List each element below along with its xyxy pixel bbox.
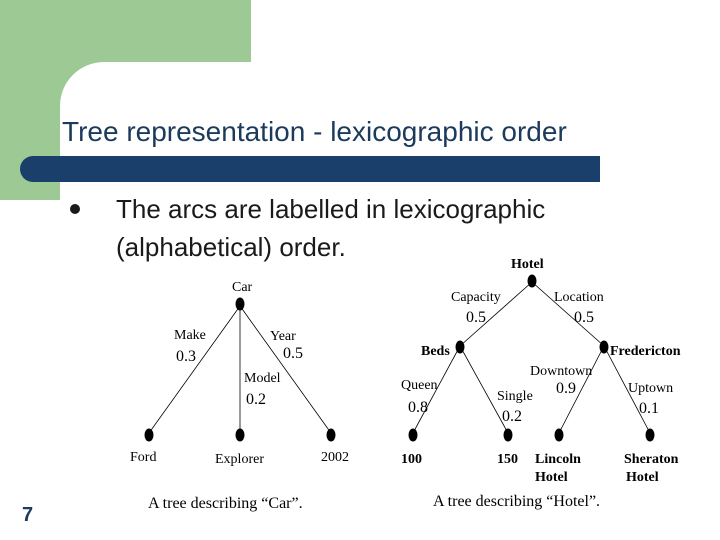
edge-car-year bbox=[240, 306, 331, 433]
car-tree-edges bbox=[149, 306, 331, 433]
node-lincoln bbox=[555, 429, 564, 442]
leaf-2002: 2002 bbox=[321, 450, 349, 465]
slide-title: Tree representation - lexicographic order bbox=[62, 116, 567, 147]
arc-single-weight: 0.2 bbox=[502, 408, 522, 425]
leaf-lincoln-line1: Lincoln bbox=[535, 452, 581, 467]
node-150 bbox=[504, 429, 513, 442]
arc-queen-weight: 0.8 bbox=[408, 399, 428, 416]
node-100 bbox=[409, 429, 418, 442]
arc-make-label: Make bbox=[174, 328, 206, 343]
hotel-tree-caption: A tree describing “Hotel”. bbox=[433, 493, 601, 510]
arc-year-label: Year bbox=[270, 329, 296, 344]
arc-downtown-weight: 0.9 bbox=[556, 380, 576, 397]
arc-downtown-label: Downtown bbox=[530, 364, 593, 379]
arc-queen-label: Queen bbox=[401, 378, 438, 393]
arc-capacity-label: Capacity bbox=[451, 290, 501, 305]
leaf-ford: Ford bbox=[130, 450, 157, 465]
node-fredericton-label: Fredericton bbox=[610, 344, 681, 359]
node-explorer bbox=[236, 429, 245, 442]
leaf-sheraton-line1: Sheraton bbox=[624, 452, 679, 467]
arc-single-label: Single bbox=[497, 389, 533, 404]
arc-location-label: Location bbox=[554, 290, 604, 305]
node-beds-label: Beds bbox=[421, 344, 450, 359]
node-ford bbox=[145, 429, 154, 442]
leaf-explorer: Explorer bbox=[215, 452, 264, 467]
car-tree-caption: A tree describing “Car”. bbox=[148, 495, 303, 512]
arc-make-weight: 0.3 bbox=[176, 348, 196, 365]
node-sheraton bbox=[646, 429, 655, 442]
node-fredericton bbox=[600, 341, 609, 354]
arc-model-weight: 0.2 bbox=[246, 391, 266, 408]
arc-model-label: Model bbox=[244, 371, 281, 386]
node-car bbox=[236, 298, 245, 311]
leaf-100: 100 bbox=[401, 452, 422, 467]
edge-car-make bbox=[149, 306, 240, 433]
car-root-label: Car bbox=[232, 280, 253, 295]
node-hotel bbox=[528, 275, 537, 288]
page-number: 7 bbox=[22, 504, 34, 526]
bullet-text: The arcs are labelled in lexicographic (alphabetical) order. bbox=[116, 194, 546, 262]
arc-year-weight: 0.5 bbox=[283, 345, 303, 362]
leaf-lincoln-line2: Hotel bbox=[535, 470, 568, 485]
hotel-root-label: Hotel bbox=[511, 257, 544, 272]
arc-location-weight: 0.5 bbox=[574, 309, 594, 326]
arc-capacity-weight: 0.5 bbox=[466, 309, 486, 326]
arc-uptown-weight: 0.1 bbox=[639, 400, 659, 417]
arc-uptown-label: Uptown bbox=[628, 381, 674, 396]
leaf-150: 150 bbox=[497, 452, 518, 467]
leaf-sheraton-line2: Hotel bbox=[626, 470, 659, 485]
node-2002 bbox=[327, 429, 336, 442]
node-beds bbox=[456, 341, 465, 354]
